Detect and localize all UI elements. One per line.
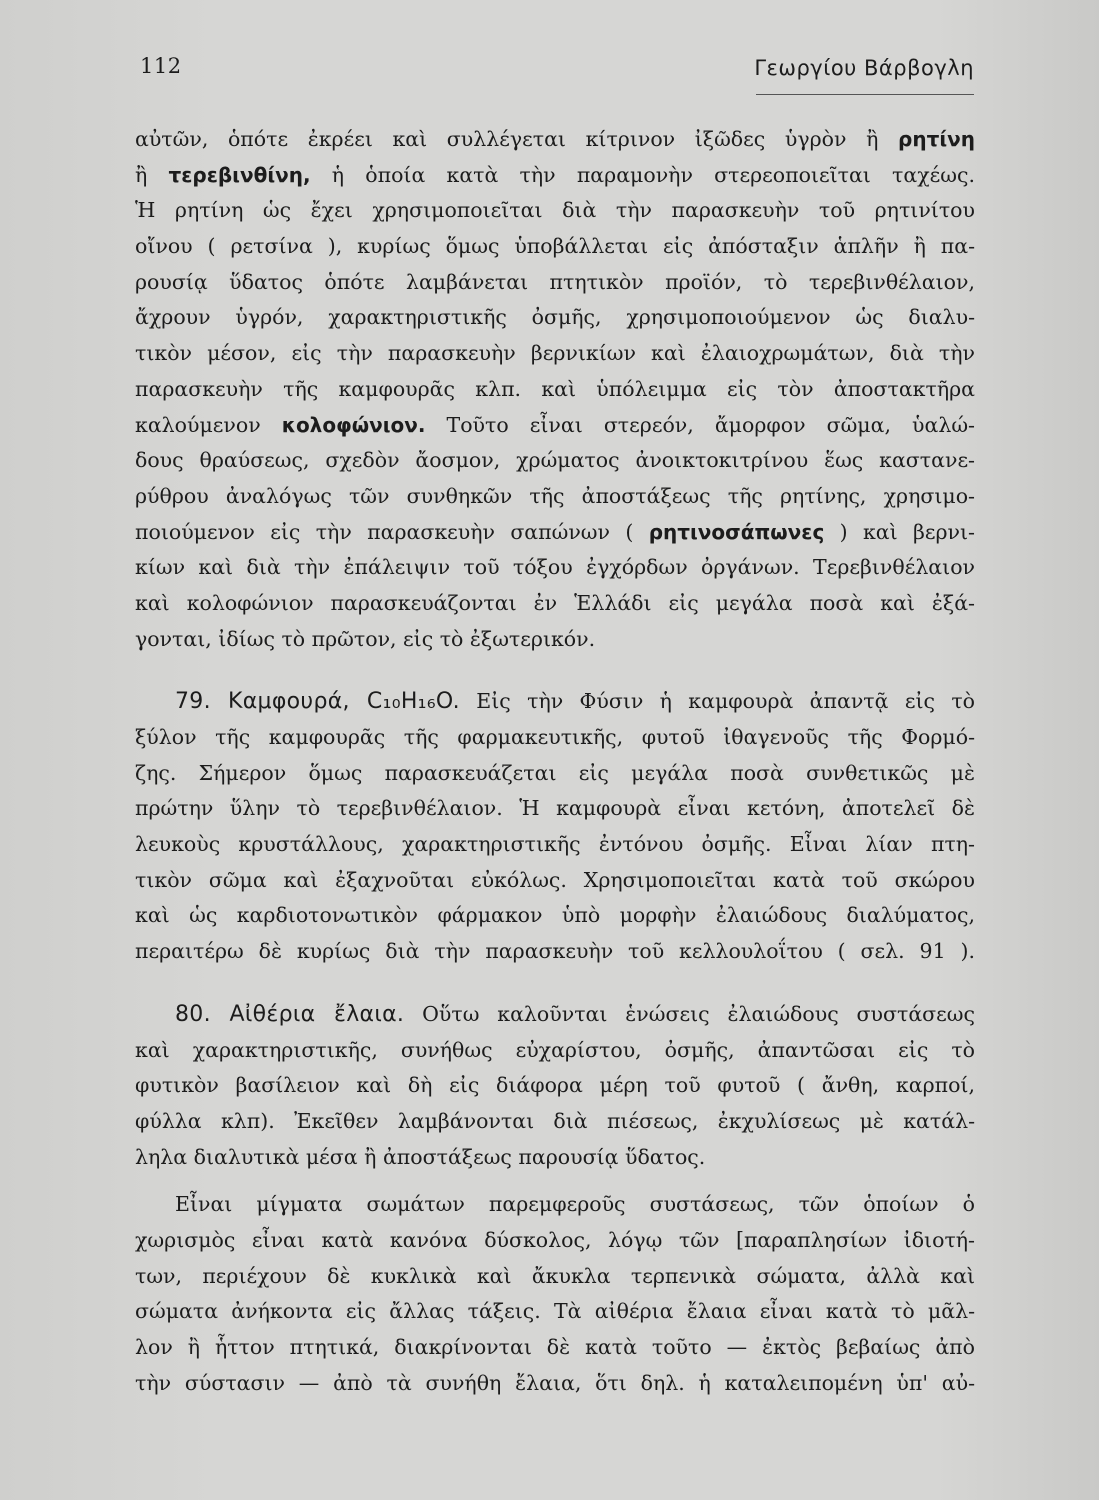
- text-line: τικὸν σῶμα καὶ ἐξαχνοῦται εὐκόλως. Χρησιμοποιεῖται κατὰ τοῦ σκώρου: [135, 867, 975, 892]
- text-line: σώματα ἀνήκοντα εἰς ἄλλας τάξεις. Τὰ αἰθέρια ἔλαια εἶναι κατὰ τὸ μᾶλ-: [135, 1299, 975, 1324]
- text-line: των, περιέχουν δὲ κυκλικὰ καὶ ἄκυκλα τερπενικὰ σώματα, ἀλλὰ καὶ: [135, 1263, 975, 1288]
- section-79-heading: 79. Καμφουρά, C₁₀H₁₆O.: [175, 689, 460, 715]
- text-line: ξύλον τῆς καμφουρᾶς τῆς φαρμακευτικῆς, φυτοῦ ἰθαγενοῦς τῆς Φορμό-: [135, 725, 975, 749]
- text-span: Τοῦτο εἶναι στερεόν, ἄμορφον σῶμα, ὑαλώ-: [446, 412, 975, 437]
- text-span: ἡ ὁποία κατὰ τὴν παραμονὴν στερεοποιεῖται ταχέως.: [331, 162, 975, 187]
- text-line: [135, 1187, 975, 1223]
- text-line: παρασκευὴν τῆς καμφουρᾶς κλπ. καὶ ὑπόλειμμα εἰς τὸν ἀποστακτῆρα: [135, 376, 975, 401]
- page-number: 112: [140, 54, 182, 78]
- text-span: ) καὶ βερνι-: [839, 519, 975, 544]
- section-79: [135, 684, 975, 970]
- text-line: καὶ ὡς καρδιοτονωτικὸν φάρμακον ὑπὸ μορφὴν ἐλαιώδους διαλύματος,: [135, 903, 975, 928]
- text-line: τὴν σύστασιν — ἀπὸ τὰ συνήθη ἔλαια, ὅτι δηλ. ἡ καταλειπομένη ὑπ' αὐ-: [135, 1370, 975, 1395]
- text-span: Οὕτω καλοῦνται ἑνώσεις ἐλαιώδους συστάσεως: [422, 1001, 975, 1026]
- text-line: καὶ κολοφώνιον παρασκευάζονται ἐν Ἑλλάδι εἰς μεγάλα ποσὰ καὶ ἐξά-: [135, 590, 975, 615]
- text-line: [135, 158, 975, 194]
- text-line: ζης. Σήμερον ὅμως παρασκευάζεται εἰς μεγάλα ποσὰ συνθετικῶς μὲ: [135, 760, 975, 785]
- text-line: ρουσίᾳ ὕδατος ὁπότε λαμβάνεται πτητικὸν προϊόν, τὸ τερεβινθέλαιον,: [135, 269, 975, 294]
- text-line: καὶ χαρακτηριστικῆς, συνήθως εὐχαρίστου, ὀσμῆς, ἀπαντῶσαι εἰς τὸ: [135, 1037, 975, 1062]
- text-line: γονται, ἰδίως τὸ πρῶτον, εἰς τὸ ἐξωτερικόν.: [135, 626, 596, 651]
- text-line: πρώτην ὕλην τὸ τερεβινθέλαιον. Ἡ καμφουρὰ εἶναι κετόνη, ἀποτελεῖ δὲ: [135, 796, 975, 821]
- text-span: καλούμενον: [135, 412, 261, 437]
- paragraph-1: [135, 122, 975, 657]
- text-line: δους θραύσεως, σχεδὸν ἄοσμον, χρώματος ἀνοικτοκιτρίνου ἕως καστανε-: [135, 448, 975, 473]
- page-header: [140, 50, 974, 94]
- text-span: αὐτῶν, ὁπότε ἐκρέει καὶ συλλέγεται κίτρινον ἰξῶδες ὑγρὸν ἢ: [135, 127, 879, 151]
- text-line: κίων καὶ διὰ τὴν ἐπάλειψιν τοῦ τόξου ἐγχόρδων ὀργάνων. Τερεβινθέλαιον: [135, 555, 975, 580]
- text-line: ληλα διαλυτικὰ μέσα ἢ ἀποστάξεως παρουσίᾳ ὕδατος.: [135, 1144, 706, 1169]
- text-line: [135, 408, 975, 444]
- term-retinosapones: ρητινοσάπωνες: [648, 519, 825, 544]
- text-line: [135, 684, 975, 720]
- text-span: Εἶναι μίγματα σωμάτων παρεμφεροῦς συστάσεως, τῶν ὁποίων ὁ: [175, 1192, 975, 1217]
- text-span: ποιούμενον εἰς τὴν παρασκευὴν σαπώνων (: [135, 519, 634, 544]
- text-line: ρύθρου ἀναλόγως τῶν συνθηκῶν τῆς ἀποστάξεως τῆς ρητίνης, χρησιμο-: [135, 483, 975, 508]
- paragraph-gap: [135, 1175, 975, 1187]
- text-line: περαιτέρω δὲ κυρίως διὰ τὴν παρασκευὴν τοῦ κελλουλοΐτου ( σελ. 91 ).: [135, 939, 975, 964]
- text-line: [135, 515, 975, 551]
- text-span: Εἰς τὴν Φύσιν ἡ καμφουρὰ ἀπαντᾷ εἰς τὸ: [476, 689, 976, 714]
- header-rule: [756, 94, 974, 95]
- text-line: χωρισμὸς εἶναι κατὰ κανόνα δύσκολος, λόγῳ τῶν [παραπλησίων ἰδιοτή-: [135, 1227, 975, 1252]
- text-line: λευκοὺς κρυστάλλους, χαρακτηριστικῆς ἐντόνου ὀσμῆς. Εἶναι λίαν πτη-: [135, 832, 975, 857]
- term-retini: ρητίνη: [898, 127, 975, 151]
- running-head: Γεωργίου Βάρβογλη: [754, 56, 974, 80]
- section-80: [135, 997, 975, 1402]
- text-line: φυτικὸν βασίλειον καὶ δὴ εἰς διάφορα μέρη τοῦ φυτοῦ ( ἄνθη, καρποί,: [135, 1073, 975, 1098]
- text-line: [135, 997, 975, 1033]
- section-gap: [135, 657, 975, 684]
- term-kolofonion: κολοφώνιον.: [281, 412, 426, 437]
- text-span: ἢ: [135, 162, 148, 187]
- text-line: φύλλα κλπ). Ἐκεῖθεν λαμβάνονται διὰ πιέσεως, ἐκχυλίσεως μὲ κατάλ-: [135, 1108, 975, 1133]
- text-line: τικὸν μέσον, εἰς τὴν παρασκευὴν βερνικίων καὶ ἐλαιοχρωμάτων, διὰ τὴν: [135, 341, 975, 366]
- text-line: Ἡ ρητίνη ὡς ἔχει χρησιμοποιεῖται διὰ τὴν παρασκευὴν τοῦ ρητινίτου: [135, 198, 975, 223]
- term-terebinthini: τερεβινθίνη,: [168, 162, 311, 187]
- text-line: [135, 122, 975, 158]
- text-line: λον ἢ ἧττον πτητικά, διακρίνονται δὲ κατὰ τοῦτο — ἐκτὸς βεβαίως ἀπὸ: [135, 1335, 975, 1359]
- section-80-heading: 80. Αἰθέρια ἔλαια.: [175, 1001, 405, 1027]
- text-line: ἄχρουν ὑγρόν, χαρακτηριστικῆς ὀσμῆς, χρησιμοποιούμενον ὡς διαλυ-: [135, 305, 975, 330]
- text-line: οἴνου ( ρετσίνα ), κυρίως ὅμως ὑποβάλλεται εἰς ἀπόσταξιν ἁπλῆν ἢ πα-: [135, 234, 975, 259]
- body-text: [135, 122, 975, 1401]
- section-gap: [135, 970, 975, 997]
